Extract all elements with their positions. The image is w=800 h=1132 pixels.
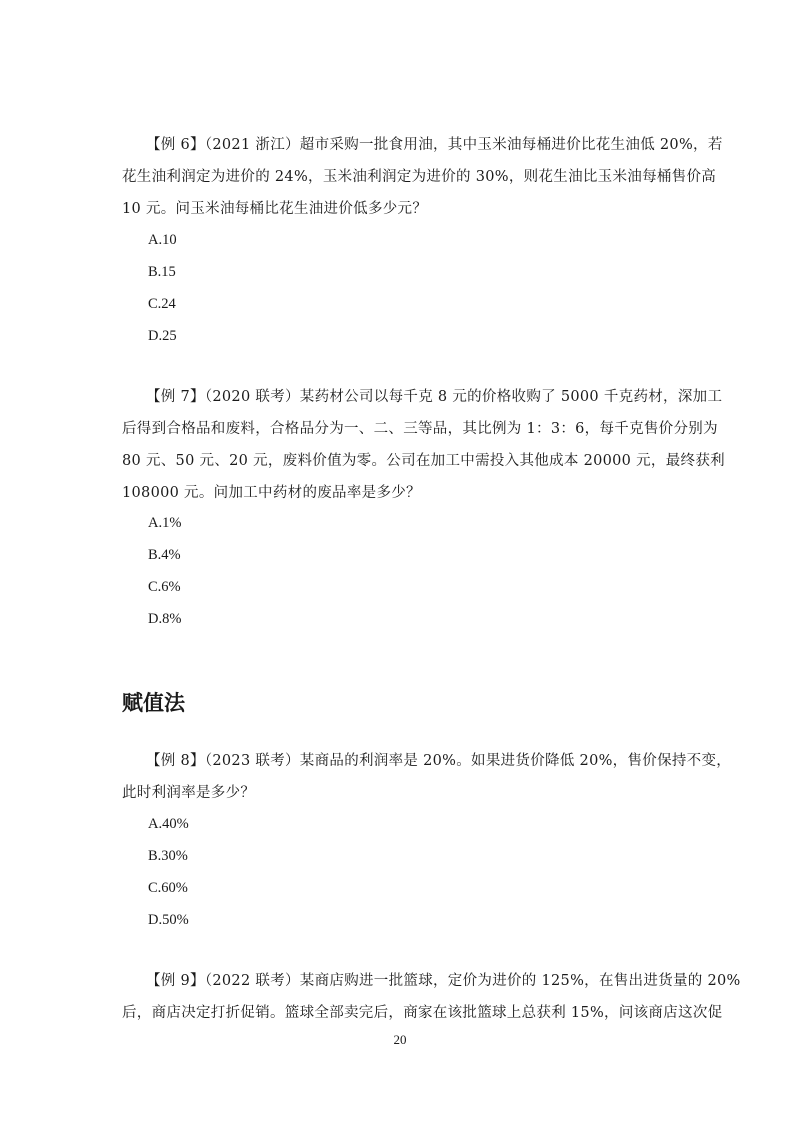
question-7-option-c: C.6% (148, 579, 181, 595)
question-7-option-a: A.1% (148, 515, 182, 531)
question-6-option-d: D.25 (148, 328, 177, 344)
question-6-option-c: C.24 (148, 296, 176, 312)
question-6-option-b: B.15 (148, 264, 176, 280)
question-8-option-a: A.40% (148, 816, 189, 832)
question-6-line: 10 元。问玉米油每桶比花生油进价低多少元？ (122, 201, 428, 217)
question-8-option-d: D.50% (148, 912, 189, 928)
question-6-option-a: A.10 (148, 232, 177, 248)
question-7-text (122, 381, 725, 509)
question-8-line: 【例 8】（2023 联考）某商品的利润率是 20%。如果进货价降低 20%，售价保持不变， (146, 753, 732, 769)
section-heading: 赋值法 (122, 691, 185, 715)
question-6-line: 【例 6】（2021 浙江）超市采购一批食用油，其中玉米油每桶进价比花生油低 20%，若 (146, 137, 723, 153)
question-8-line: 此时利润率是多少？ (122, 785, 256, 801)
question-7-line: 【例 7】（2020 联考）某药材公司以每千克 8 元的价格收购了 5000 千克药材，深加工 (146, 389, 723, 405)
page-number: 20 (393, 1032, 407, 1047)
question-7-line: 后得到合格品和废料，合格品分为一、二、三等品，其比例为 1：3：6，每千克售价分别为 (122, 421, 718, 437)
question-7-option-d: D.8% (148, 611, 182, 627)
question-9-line: 后，商店决定打折促销。篮球全部卖完后，商家在该批篮球上总获利 15%，问该商店这次促 (122, 1005, 723, 1021)
question-8-text (122, 745, 732, 809)
question-6-line: 花生油利润定为进价的 24%，玉米油利润定为进价的 30%，则花生油比玉米油每桶售价高 (122, 169, 717, 185)
question-9-line: 【例 9】（2022 联考）某商店购进一批篮球，定价为进价的 125%，在售出进货量的 20% (146, 973, 741, 989)
question-7-line: 80 元、50 元、20 元，废料价值为零。公司在加工中需投入其他成本 20000 元，最终获利 (122, 453, 725, 469)
question-6-text (122, 129, 723, 225)
question-7-line: 108000 元。问加工中药材的废品率是多少？ (122, 485, 421, 501)
question-9-text (122, 965, 741, 1029)
question-8-option-b: B.30% (148, 848, 188, 864)
question-8-option-c: C.60% (148, 880, 188, 896)
question-7-option-b: B.4% (148, 547, 181, 563)
